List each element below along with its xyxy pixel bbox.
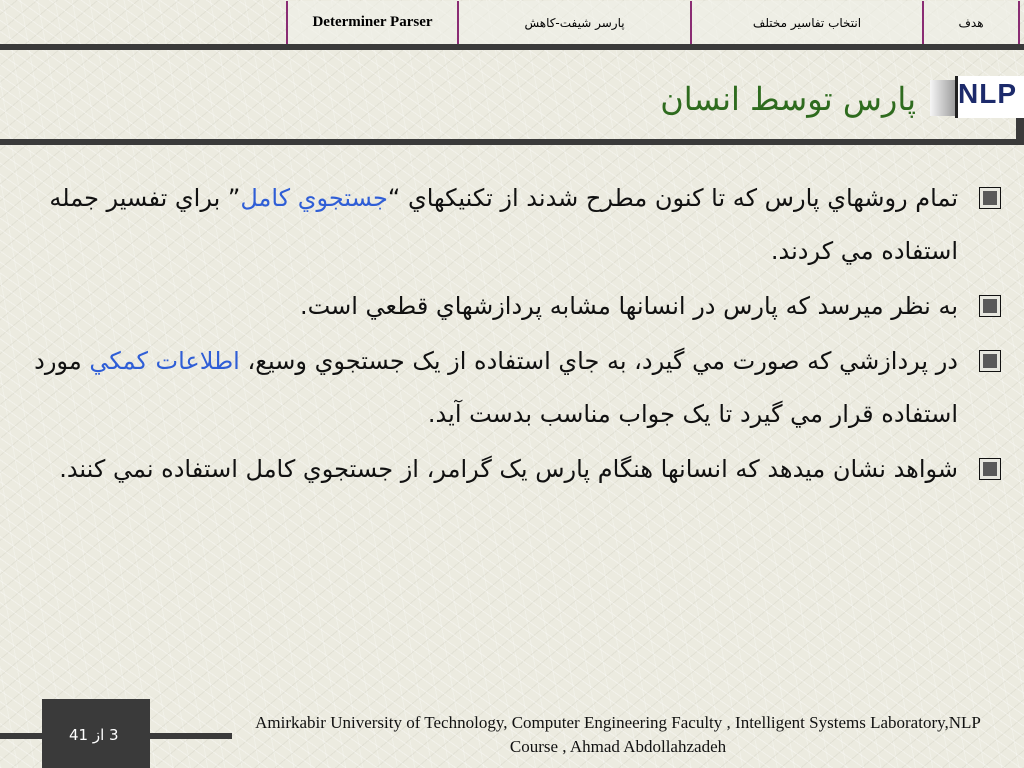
bullet-text: ” براي تفسير جمله استفاده مي کردند. [49, 184, 958, 265]
bullet-square-icon [980, 459, 1000, 479]
title-side-bar [1016, 118, 1024, 145]
bullet-text: شواهد نشان ميدهد که انسانها هنگام پارس يک گرامر، از جستجوي کامل استفاده نمي کنند. [59, 455, 958, 483]
slide-content [26, 172, 958, 498]
nav-divider [0, 44, 1024, 50]
tab-determiner-parser[interactable]: Determiner Parser [286, 1, 459, 44]
tab-goal[interactable]: هدف [924, 1, 1020, 44]
footer-credit: Amirkabir University of Technology, Computer Engineering Faculty , Intelligent Systems Laboratory,NLP Course , Ahmad Abdollahzadeh [255, 713, 981, 756]
bullet-text: مورد استفاده قرار مي گيرد تا يک جواب مناسب بدست آيد. [34, 347, 958, 428]
tab-choosing-interpretations[interactable]: انتخاب تفاسير مختلف [692, 1, 924, 44]
nlp-logo [955, 76, 1024, 118]
logo-gradient-strip [930, 80, 956, 116]
title-divider [0, 139, 1024, 145]
bullet-square-icon [980, 188, 1000, 208]
bullet-square-icon [980, 351, 1000, 371]
bullet-item [26, 280, 958, 333]
tab-shift-reduce-parser[interactable]: پارسر شيفت-کاهش [459, 1, 692, 44]
nav-tabs [286, 1, 1020, 44]
bullet-highlight: جستجوي کامل [240, 184, 388, 212]
bullet-item [26, 172, 958, 278]
bullet-text: در پردازشي که صورت مي گيرد، به جاي استفاده از يک جستجوي وسيع، [239, 347, 958, 375]
slide-title: پارس توسط انسان [660, 80, 916, 118]
bullet-text: تمام روشهاي پارس که تا کنون مطرح شدند از تکنيکهاي “ [387, 184, 958, 212]
page-number: 3 از 41 [69, 726, 119, 744]
bullet-item [26, 335, 958, 441]
top-navigation [0, 0, 1024, 50]
nlp-logo-text: NLP [958, 78, 1017, 109]
bullet-square-icon [980, 296, 1000, 316]
bullet-text: به نظر ميرسد که پارس در انسانها مشابه پردازشهاي قطعي است. [299, 292, 958, 320]
bullet-highlight: اطلاعات کمکي [89, 347, 240, 375]
bullet-item [26, 443, 958, 496]
